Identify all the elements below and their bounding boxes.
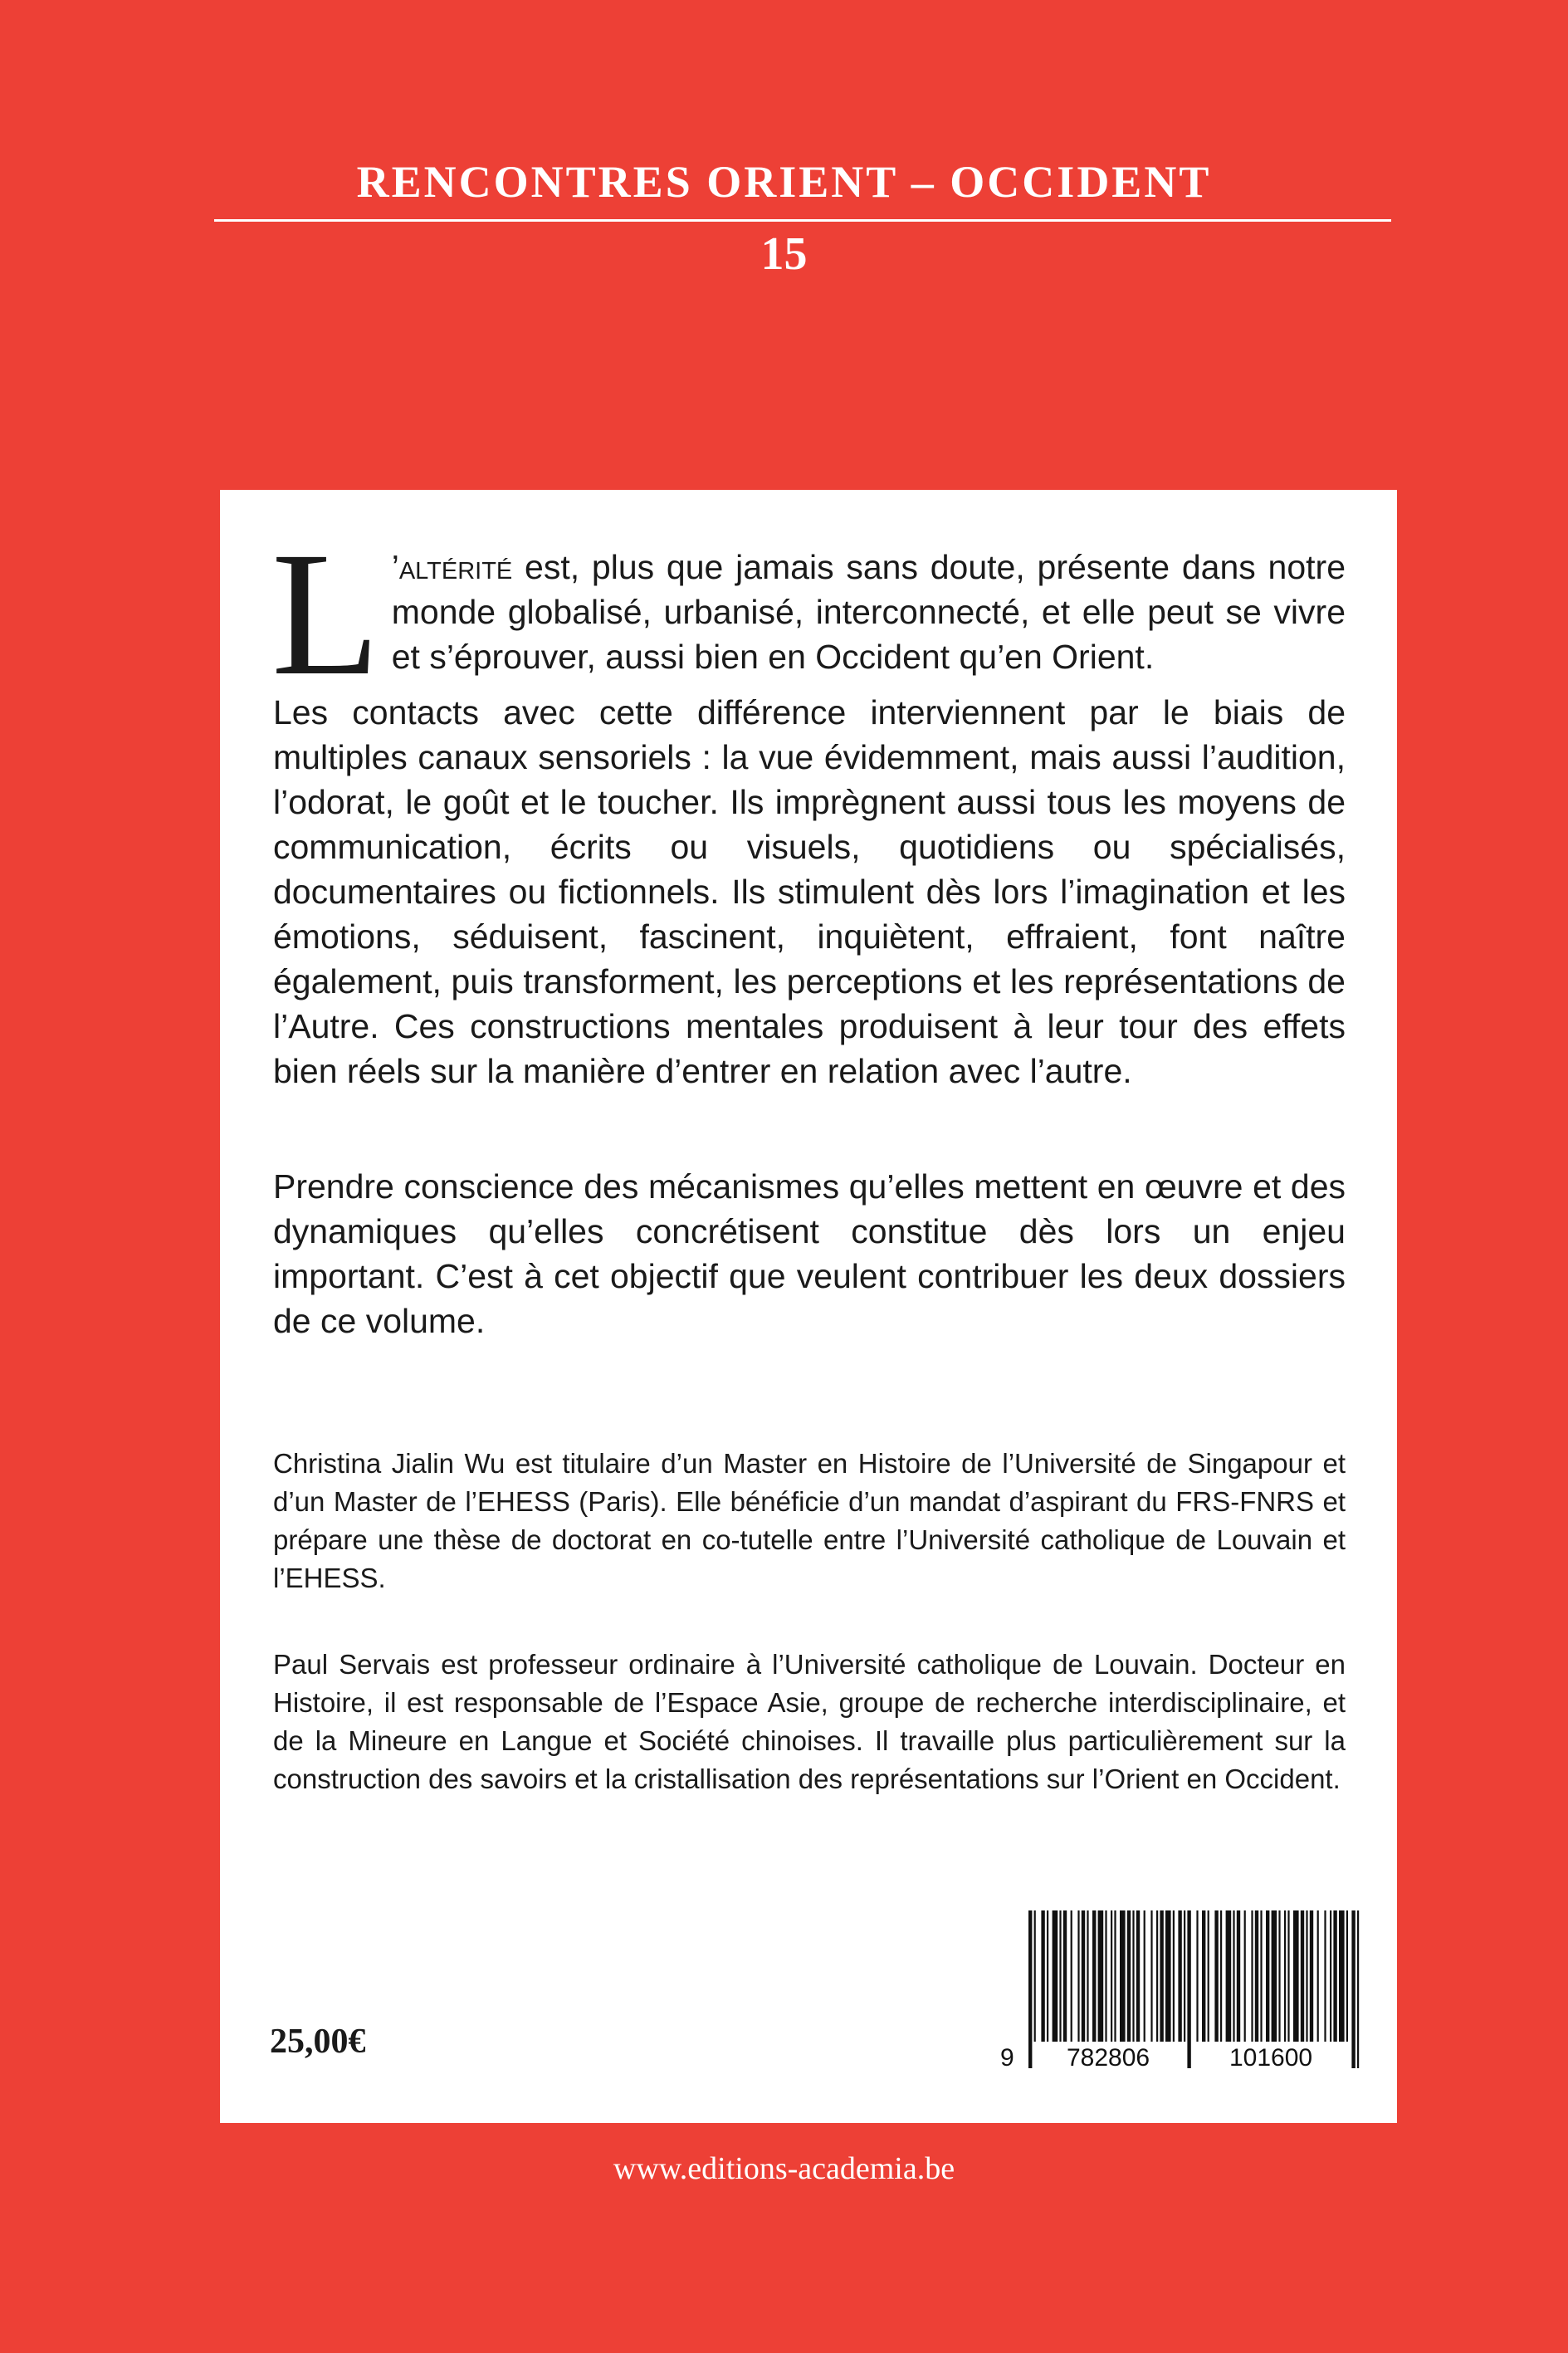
barcode-bar bbox=[1053, 1910, 1058, 2042]
barcode-bar bbox=[1132, 1910, 1134, 2042]
barcode-bar bbox=[1071, 1910, 1072, 2042]
barcode-bar bbox=[1208, 1910, 1209, 2042]
title-rule bbox=[214, 219, 1391, 222]
isbn-digits bbox=[1000, 2044, 1365, 2072]
barcode-bar bbox=[1324, 1910, 1326, 2042]
intro-paragraph-3: Prendre conscience des mécanismes qu’elles mettent en œuvre et des dynamiques qu’elles concrétisent constitue dès lors un enjeu important. C’est à cet objectif que veulent contribuer les deux dossiers de ce volume. bbox=[273, 1167, 1346, 1340]
barcode-bar bbox=[1077, 1910, 1079, 2042]
publisher-website[interactable]: www.editions-academia.be bbox=[613, 2151, 955, 2186]
barcode-bar bbox=[1306, 1910, 1307, 2042]
series-number: 15 bbox=[760, 228, 808, 280]
barcode-bar bbox=[1233, 1910, 1234, 2042]
barcode-bar bbox=[1150, 1910, 1152, 2042]
barcode-bar bbox=[1087, 1910, 1088, 2042]
barcode-bar bbox=[1278, 1910, 1280, 2042]
intro-paragraph-1-text: est, plus que jamais sans doute, présente dans notre monde globalisé, urbanisé, interconnecté, et elle peut se vivre et s’éprouver, aussi bien en Occident qu’en Orient. bbox=[391, 548, 1346, 676]
barcode-bar bbox=[1047, 1910, 1048, 2042]
barcode-bar bbox=[1255, 1910, 1258, 2042]
barcode-bar bbox=[1339, 1910, 1345, 2042]
barcode-bar bbox=[1196, 1910, 1198, 2042]
barcode-bar bbox=[1063, 1910, 1067, 2042]
barcode-bar bbox=[1165, 1910, 1171, 2042]
barcode-bar bbox=[1272, 1910, 1277, 2042]
barcode-bar bbox=[1244, 1910, 1246, 2042]
back-cover-panel bbox=[220, 490, 1397, 2123]
barcode-bar bbox=[1220, 1910, 1222, 2042]
price: 25,00€ bbox=[270, 2023, 366, 2061]
barcode-bar bbox=[1184, 1910, 1185, 2042]
author-bio-wu: Christina Jialin Wu est titulaire d’un Master en Histoire de l’Université de Singapour et d’un Master de l’EHESS (Paris). Elle bénéficie d’un mandat d’aspirant du FRS-FNRS et prépare une thèse de doctorat en co-tutelle entre l’Université catholique de Louvain et l’EHESS. bbox=[273, 1448, 1346, 1593]
drop-cap: L bbox=[271, 516, 380, 712]
author-bio-servais: Paul Servais est professeur ordinaire à l’Université catholique de Louvain. Docteur en Histoire, il est responsable de l’Espace Asie, groupe de recherche interdisciplinaire, et de la Mineure en Langue et Société chinoises. Il travaille plus particulièrement sur la construction des savoirs et la cristallisation des représentations sur l’Orient en Occident. bbox=[273, 1649, 1346, 1794]
barcode-bar bbox=[1082, 1910, 1085, 2042]
intro-paragraph-2: Les contacts avec cette différence interviennent par le biais de multiples canaux sensoriels : la vue évidemment, mais aussi l’audition, l’odorat, le goût et le toucher. Ils imprègnent aussi tous les moyens de communication, écrits ou visuels, quotidiens ou spécialisés, documentaires ou fictionnels. Ils stimulent dès lors l’imagination et les émotions, séduisent, fascinent, inquiètent, effraient, font naître également, puis transforment, les perceptions et les représentations de l’Autre. Ces constructions mentales produisent à leur tour des effets bien réels sur la manière d’entrer en relation avec l’autre. bbox=[273, 693, 1346, 1090]
barcode-bar bbox=[1251, 1910, 1253, 2042]
isbn-group-2: 101600 bbox=[1229, 2044, 1313, 2072]
barcode-bar bbox=[1114, 1910, 1116, 2042]
series-title: RENCONTRES ORIENT – OCCIDENT bbox=[356, 157, 1212, 207]
barcode-bar bbox=[1301, 1910, 1304, 2042]
barcode-bar bbox=[1160, 1910, 1163, 2042]
barcode-bar bbox=[1226, 1910, 1232, 2042]
barcode-bar bbox=[1237, 1910, 1240, 2042]
barcode-bar bbox=[1293, 1910, 1299, 2042]
barcode-bar bbox=[1330, 1910, 1331, 2042]
barcode-bar bbox=[1346, 1910, 1348, 2042]
barcode-bar bbox=[1105, 1910, 1106, 2042]
barcode-bar bbox=[1092, 1910, 1096, 2042]
intro-smallcaps-word: ’altérité bbox=[391, 548, 513, 586]
barcode-bar bbox=[1120, 1910, 1126, 2042]
barcode-bar bbox=[1156, 1910, 1158, 2042]
barcode-bar bbox=[1310, 1910, 1313, 2042]
barcode-bar bbox=[1266, 1910, 1269, 2042]
barcode-bar bbox=[1173, 1910, 1175, 2042]
barcode-bar bbox=[1202, 1910, 1205, 2042]
barcode-bar bbox=[1284, 1910, 1286, 2042]
barcode-bar bbox=[1214, 1910, 1218, 2042]
barcode-bar bbox=[1144, 1910, 1145, 2042]
barcode-bar bbox=[1098, 1910, 1104, 2042]
barcode-bar bbox=[1059, 1910, 1061, 2042]
barcode-bar bbox=[1333, 1910, 1336, 2042]
barcode-bar bbox=[1136, 1910, 1140, 2042]
barcode-bar bbox=[1260, 1910, 1262, 2042]
barcode-bar bbox=[1178, 1910, 1181, 2042]
barcode-bar bbox=[1041, 1910, 1044, 2042]
barcode-bar bbox=[1317, 1910, 1319, 2042]
barcode-bar bbox=[1111, 1910, 1112, 2042]
isbn-first-digit: 9 bbox=[1000, 2044, 1014, 2072]
barcode-bar bbox=[1034, 1910, 1036, 2042]
barcode-bar bbox=[1127, 1910, 1131, 2042]
isbn-group-1: 782806 bbox=[1067, 2044, 1150, 2072]
intro-paragraph-1 bbox=[271, 516, 1346, 712]
barcode-bar bbox=[1287, 1910, 1289, 2042]
